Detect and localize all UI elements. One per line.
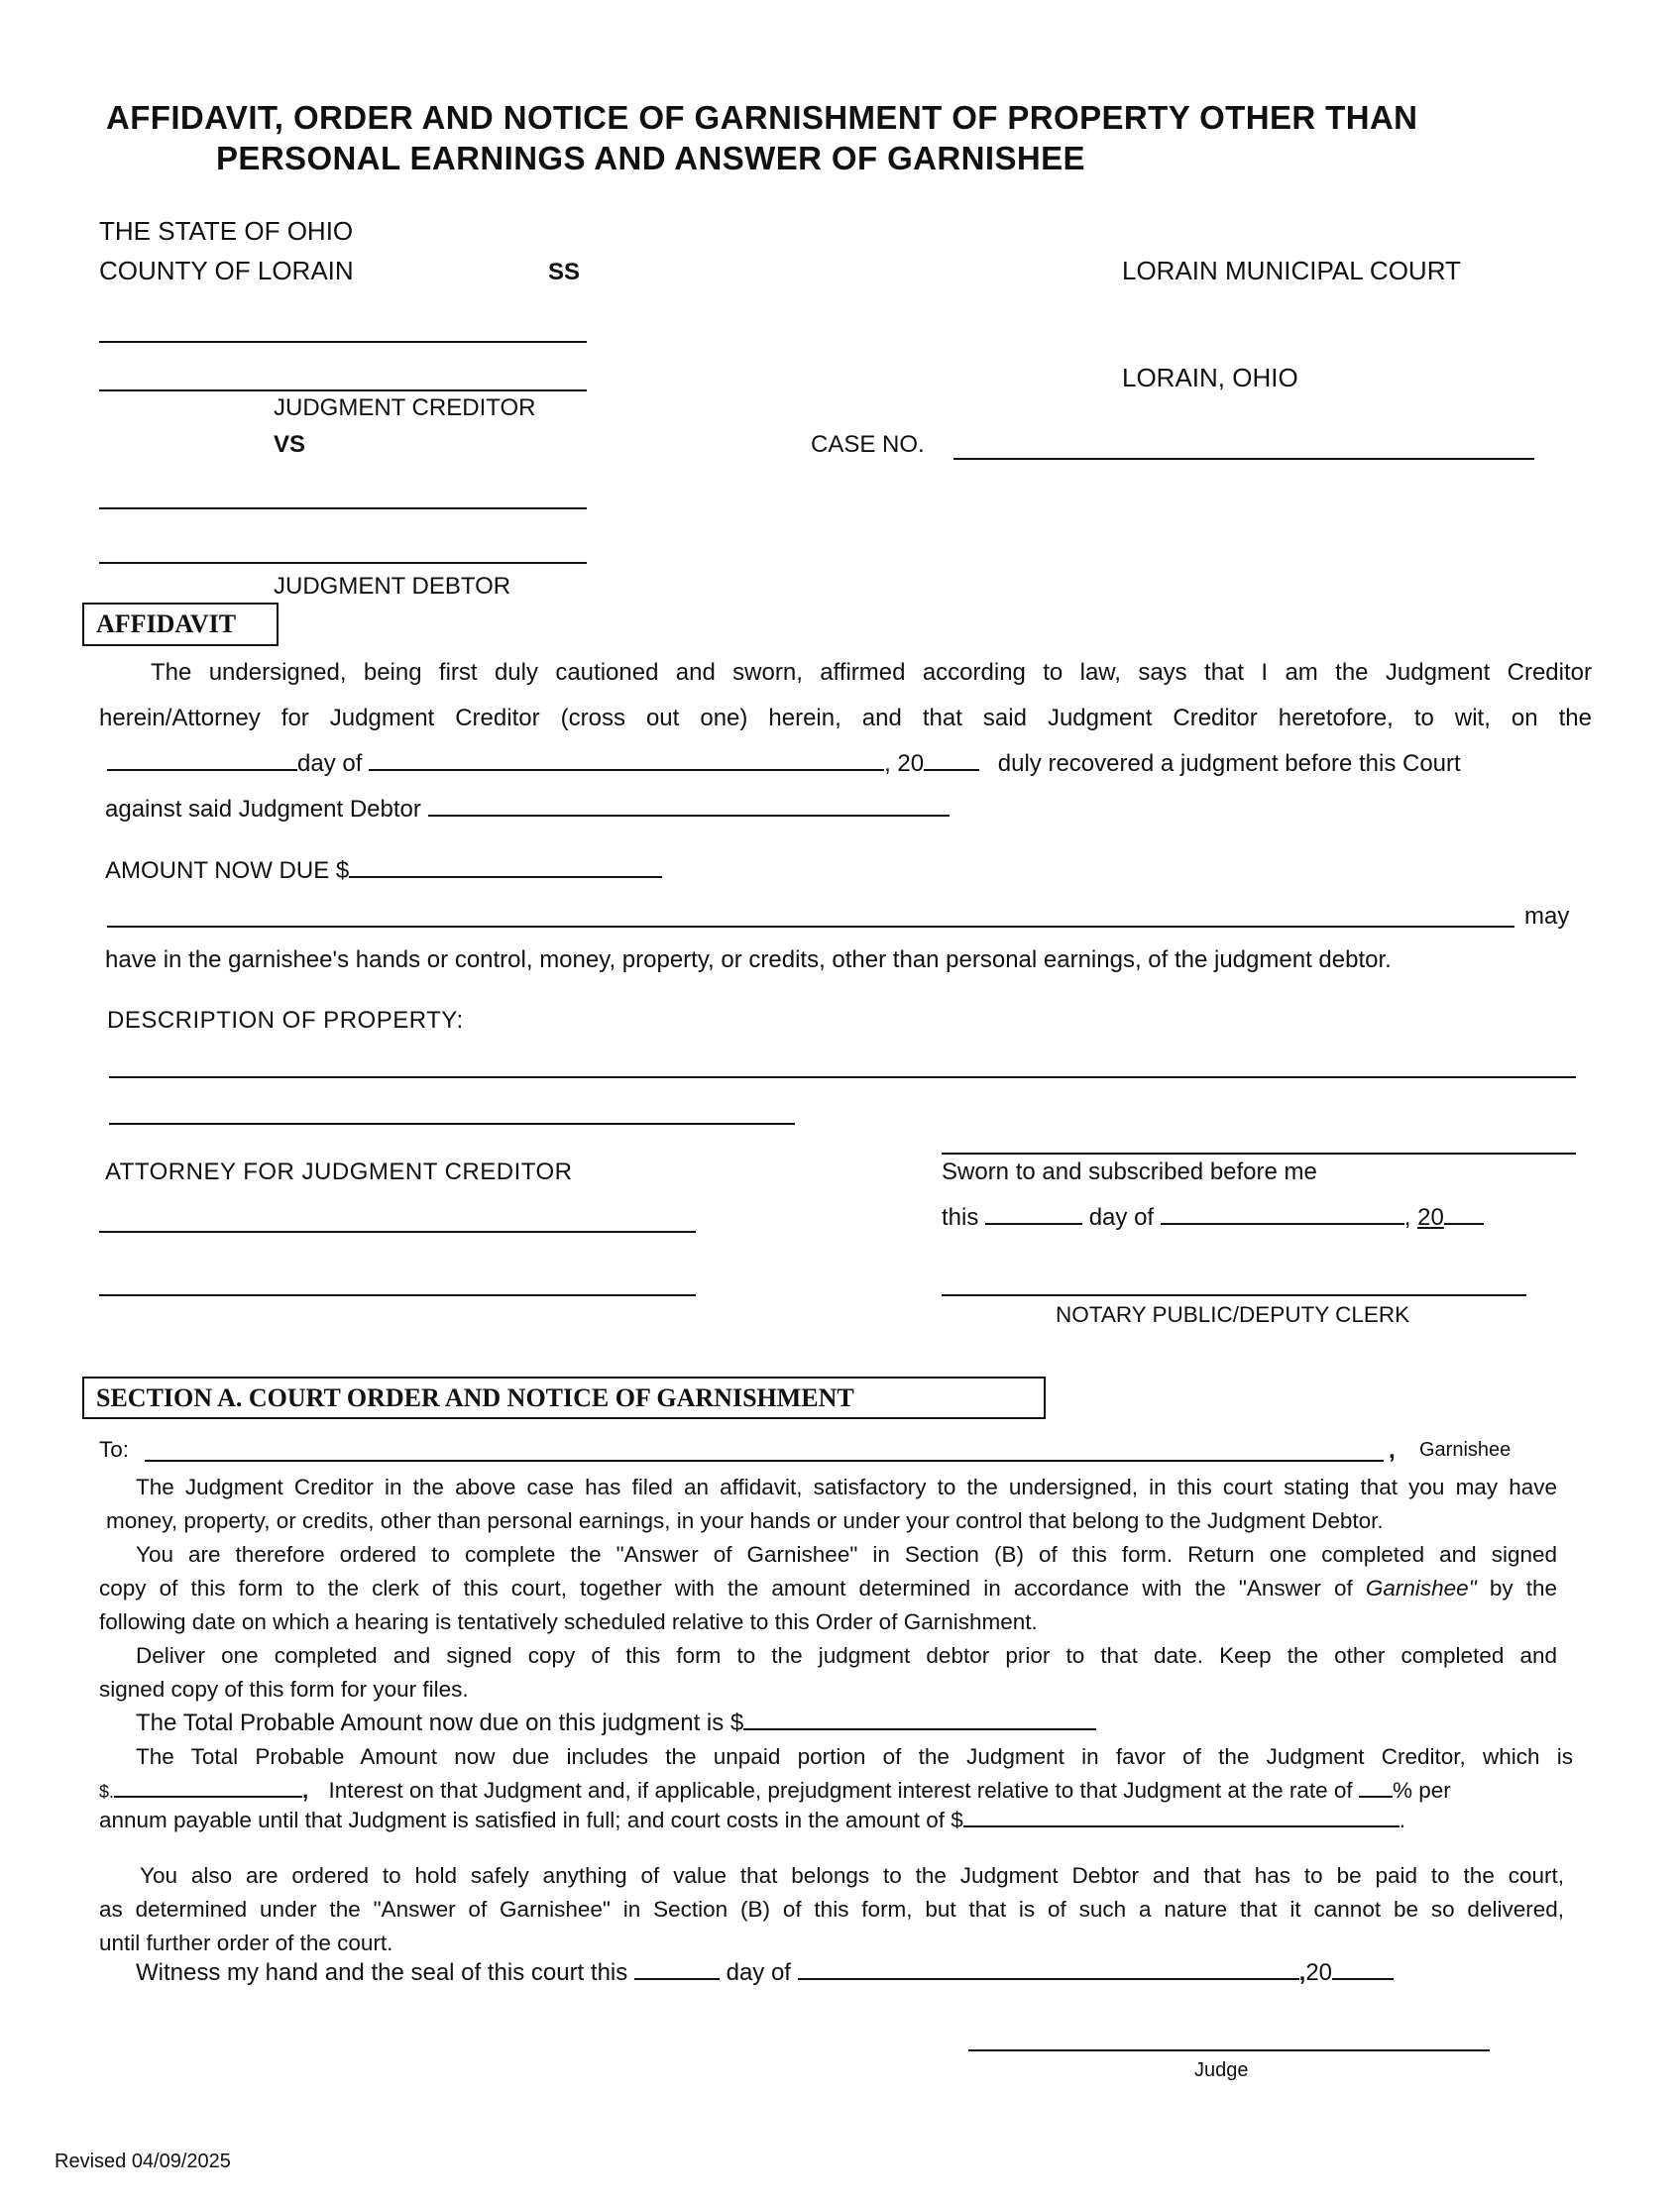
total-probable-amount-field[interactable] [743,1709,1096,1730]
ss-label: SS [548,259,581,285]
section-a-p5-line-3: until further order of the court. [99,1931,393,1955]
recovered-judgment-text: duly recovered a judgment before this Court [997,750,1461,777]
amount-due-label: AMOUNT NOW DUE $ [105,857,350,884]
judgment-debtor-label: JUDGMENT DEBTOR [274,573,511,600]
garnishee-to-field[interactable] [145,1460,1384,1462]
debtor-name-line-1[interactable] [99,507,587,509]
sworn-year-label: 20 [1417,1204,1444,1231]
property-description-line-2[interactable] [109,1123,795,1125]
section-a-heading: SECTION A. COURT ORDER AND NOTICE OF GARNISHMENT [82,1377,1046,1419]
section-a-p2-line-3: following date on which a hearing is tentatively scheduled relative to this Order of Garnishment. [99,1609,1038,1634]
witness-label: Witness my hand and the seal of this court this [136,1959,628,1986]
sworn-month-field[interactable] [1161,1201,1404,1225]
description-of-property-label: DESCRIPTION OF PROPERTY: [107,1007,464,1034]
attorney-for-creditor-label: ATTORNEY FOR JUDGMENT CREDITOR [105,1159,573,1185]
creditor-name-line-1[interactable] [99,341,587,343]
total-probable-label: The Total Probable Amount now due on this judgment is $ [136,1710,744,1736]
garnishee-label: Garnishee [1419,1439,1512,1461]
section-a-p4-line-2: $. , Interest on that Judgment and, if applicable, prejudgment interest relative to that Judgment at the rate of % per [99,1778,1451,1803]
attorney-address-line[interactable] [99,1294,696,1296]
sworn-this-label: this [942,1204,979,1231]
judgment-creditor-label: JUDGMENT CREDITOR [274,394,536,421]
witness-dayof-label: day of [726,1959,791,1986]
attorney-signature-line[interactable] [99,1231,696,1233]
state-label: THE STATE OF OHIO [99,216,354,246]
judgment-day-field[interactable] [107,747,297,771]
year-prefix-label: , 20 [884,750,925,777]
section-a-p2-line-2 [99,1572,1557,1605]
debtor-name-line-2[interactable] [99,562,587,564]
sworn-year-field[interactable] [1444,1201,1484,1225]
interest-text: Interest on that Judgment and, if applicable, prejudgment interest relative to that Judgment at the rate of [328,1778,1353,1803]
day-of-label: day of [297,750,363,777]
affiant-signature-line[interactable] [942,1153,1576,1155]
section-a-p3-line-2: signed copy of this form for your files. [99,1677,469,1702]
court-costs-label: annum payable until that Judgment is satisfied in full; and court costs in the amount of $ [99,1808,963,1832]
witness-month-field[interactable] [798,1958,1299,1980]
county-label: COUNTY OF LORAIN [99,256,354,285]
sworn-dayof-label: day of [1088,1204,1155,1231]
property-description-line-1[interactable] [109,1076,1576,1078]
garnishee-control-text: have in the garnishee's hands or control, money, property, or credits, other than personal earnings, of the judgment debtor. [105,946,1392,973]
section-a-p5-line-1: You also are ordered to hold safely anything of value that belongs to the Judgment Debtor and that has to be paid to the court, [140,1863,1564,1888]
may-label: may [1524,903,1570,930]
case-no-label: CASE NO. [811,431,925,458]
against-debtor-field[interactable] [428,793,950,817]
witness-line: Witness my hand and the seal of this court this day of ,20 [136,1956,1394,1990]
section-a-p3-line-1: Deliver one completed and signed copy of this form to the judgment debtor prior to that date. Keep the other completed and [136,1643,1557,1668]
witness-year-field[interactable] [1332,1958,1394,1980]
affidavit-heading: AFFIDAVIT [82,603,279,646]
section-a-p1-line-2: money, property, or credits, other than personal earnings, in your hands or under your control that belong to the Judgment Debtor. [106,1508,1384,1533]
against-debtor-line [105,787,950,832]
affidavit-text-line-1: The undersigned, being first duly cautioned and sworn, affirmed according to law, says that I am the Judgment Creditor [151,659,1592,686]
affidavit-date-line [107,741,1594,787]
section-a-p4-line-1: The Total Probable Amount now due includes the unpaid portion of the Judgment in favor of the Judgment Creditor, which is [136,1744,1573,1769]
dollar-label: $. [99,1782,115,1802]
form-title-line-1: AFFIDAVIT, ORDER AND NOTICE OF GARNISHMENT OF PROPERTY OTHER THAN [106,99,1418,136]
court-costs-field[interactable] [963,1806,1400,1827]
case-no-field[interactable] [953,458,1534,460]
notary-signature-line[interactable] [942,1294,1526,1296]
affidavit-text-line-2: herein/Attorney for Judgment Creditor (cross out one) herein, and that said Judgment Creditor heretofore, to wit, on the [99,705,1592,731]
total-probable-amount-line [136,1707,1096,1740]
p2-line-2-part-a: copy of this form to the clerk of this court, together with the amount determined in accordance with the "Answer of [99,1576,1353,1601]
section-a-p2-line-1: You are therefore ordered to complete the "Answer of Garnishee" in Section (B) of this form. Return one completed and signed [136,1542,1557,1567]
judgment-year-field[interactable] [924,747,979,771]
judge-label: Judge [1194,2059,1249,2081]
sworn-date-line: this day of , 20 [942,1195,1484,1241]
court-city: LORAIN, OHIO [1122,363,1298,392]
notary-label: NOTARY PUBLIC/DEPUTY CLERK [1056,1302,1410,1327]
vs-label: VS [274,431,306,458]
revised-date: Revised 04/09/2025 [55,2151,231,2172]
judge-signature-line[interactable] [968,2049,1490,2051]
court-name: LORAIN MUNICIPAL COURT [1122,256,1461,285]
percent-per-label: % per [1392,1778,1451,1803]
judgment-month-field[interactable] [369,747,884,771]
section-a-p5-line-2: as determined under the "Answer of Garnishee" in Section (B) of this form, but that is of such a nature that it cannot be so delivered, [99,1897,1564,1922]
witness-year-label: 20 [1305,1959,1333,1986]
p2-line-2-garnishee: Garnishee" [1365,1576,1477,1601]
section-a-p1-line-1: The Judgment Creditor in the above case has filed an affidavit, satisfactory to the undersigned, in this court stating that you may have [136,1475,1557,1499]
amount-due-field[interactable] [349,854,662,878]
sworn-label: Sworn to and subscribed before me [942,1159,1317,1185]
to-comma: , [1389,1437,1396,1464]
witness-day-field[interactable] [634,1958,720,1980]
form-title-line-2: PERSONAL EARNINGS AND ANSWER OF GARNISHEE [216,140,1085,176]
amount-due-line [105,848,662,894]
judgment-unpaid-field[interactable] [114,1776,302,1798]
p2-line-2-part-c: by the [1489,1576,1557,1601]
interest-rate-field[interactable] [1359,1776,1393,1798]
against-debtor-label: against said Judgment Debtor [105,796,421,823]
sworn-day-field[interactable] [985,1201,1082,1225]
creditor-name-line-2[interactable] [99,389,587,391]
section-a-p4-line-3: annum payable until that Judgment is satisfied in full; and court costs in the amount of $ . [99,1808,1406,1832]
to-label: To: [99,1437,130,1462]
garnishee-name-field[interactable] [107,926,1514,928]
